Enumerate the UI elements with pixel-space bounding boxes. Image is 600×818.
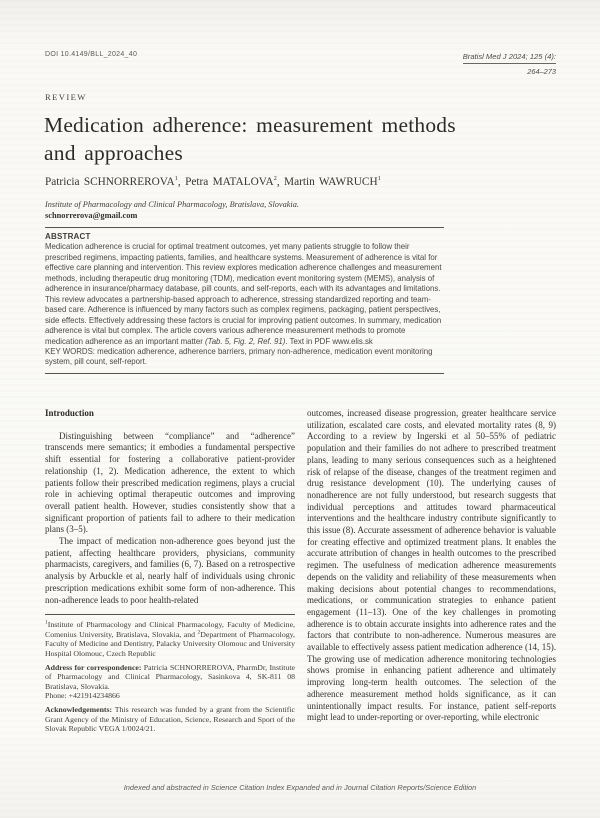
author-name: Petra MATALOVA: [185, 176, 274, 188]
correspondence-text: Patricia SCHNORREROVA, PharmDr, Institute of Pharmacology and Clinical Pharmacology, Sasinkova 4, SK-811 08 Bratislava, Slovakia.: [45, 662, 295, 691]
acknowledgements-label: Acknowledgements:: [45, 705, 113, 714]
journal-citation-block: [463, 46, 556, 76]
correspondence-footnote: [45, 663, 295, 692]
affiliations-footnote: [45, 620, 295, 658]
author-affiliation-mark: 2: [273, 175, 277, 183]
acknowledgements-footnote: [45, 705, 295, 734]
author-affiliation-mark: 1: [377, 175, 381, 183]
article-title: [44, 111, 456, 167]
abstract-paragraph-2: [45, 295, 444, 347]
footnotes-block: [45, 614, 295, 734]
abstract-p2-text: This review advocates a partnership-based approach to adherence, stressing standardized reporting and team-based care. Adherence is influenced by many factors such as complex regimens, packaging, patient perspectives, side effects. Effectively addressing these factors is crucial for improving patient outcomes. In summary, medication adherence is vital but complex. The article covers various adherence measurement methods to promote medication adherence as an important matter: [45, 294, 442, 346]
acknowledgements-text: This research was funded by a grant from the Scientific Grant Agency of the Ministry of Education, Science, Research and Sport of the Slovak Republic VEGA 1/0024/21.: [45, 705, 295, 734]
abstract-reference-note: (Tab. 5, Fig. 2, Ref. 91): [205, 336, 286, 346]
intro-heading: Introduction: [45, 408, 94, 418]
left-column: [45, 408, 295, 738]
author-affiliation-mark: 1: [174, 175, 178, 183]
indexing-footer: Indexed and abstracted in Science Citation Index Expanded and in Journal Citation Reports/Science Edition: [123, 783, 477, 792]
authors-line: [45, 176, 381, 188]
intro-paragraph-1: Distinguishing between “compliance” and “adherence” transcends mere semantics; it embodies a fundamental perspective shift essential for fostering a collaborative patient-provider relationship (1, 2). Medication adherence, the extent to which patients follow their prescribed medication regimens, plays a crucial role in achieving optimal therapeutic outcomes and improving overall patient health. However, studies consistently show that a significant proportion of patients fail to adhere to their medication plans (3–5).: [45, 430, 295, 535]
affiliation-line: Institute of Pharmacology and Clinical Pharmacology, Bratislava, Slovakia.: [45, 200, 299, 209]
author-separator: ,: [276, 176, 285, 188]
right-column-text: outcomes, increased disease progression, greater healthcare service utilization, escalated care costs, and elevated mortality rates (8, 9) According to a review by Ingerski et al 50–55% of pediatric population and their families do not adhere to prescribed treatment plans, leading to many serious consequences such as a heightened risk of relapse of the disease, changes of the treatment regimen and drug resistance development (10). The underlying causes of nonadherence are not fully understood, but research suggests that individual perceptions and attitudes toward pharmaceutical interventions and the healthcare industry contribute significantly to this issue (8). Accurate assessment of adherence behavior is valuable for creating effective and optimized treatment plans. It enables the accurate attribution of changes in health outcomes to the prescribed regimen. The usefulness of medication adherence measurements depends on the validity and reliability of these measurements when making decisions about potential changes to recommendations, medications, or communication strategies to enhance patient engagement (11–13). One of the key challenges in promoting adherence is to obtain accurate insights into adherence rates and the factors that contribute to non-adherence. Numerous measures are available to effectively assess patient medication adherence (14, 15). The growing use of medication adherence monitoring technologies shows promise in enhancing patient adherence and ultimately improving long-term health outcomes. The selection of the adherence measurement method holds significance, as it can unintentionally impact results. For instance, patient self-reports might lead to under-reporting or over-reporting, while electronic: [307, 408, 556, 723]
article-title-line-2: and approaches: [44, 141, 183, 165]
correspondence-label: Address for correspondence:: [45, 662, 142, 672]
author-name: Patricia SCHNORREROVA: [45, 176, 175, 188]
footnote-mark-2: 2: [197, 629, 201, 636]
article-type-label: REVIEW: [45, 92, 87, 102]
author-name: Martin WAWRUCH: [284, 176, 378, 188]
abstract-section: [45, 227, 444, 374]
doi-label: DOI 10.4149/BLL_2024_40: [45, 51, 138, 58]
abstract-p2-tail: . Text in PDF www.elis.sk: [285, 336, 373, 346]
page-range: 264–273: [527, 67, 556, 76]
author-separator: ,: [177, 176, 186, 188]
affiliation-footnote-part-2: Department of Pharmacology, Faculty of Medicine and Dentistry, Palacky University Olomouc and University Hospital Olomouc, Czech Republic: [45, 629, 295, 659]
footnote-mark-1: 1: [45, 619, 48, 626]
right-column: [307, 408, 556, 724]
email-text: schnorrerova@gmail.com: [45, 211, 138, 220]
phone-line: Phone: +421914234866: [45, 691, 120, 701]
keywords-line: KEY WORDS: medication adherence, adherence barriers, primary non-adherence, medication event monitoring system, pill count, self-report.: [45, 346, 433, 367]
article-title-line-1: Medication adherence: measurement methods: [44, 113, 456, 137]
abstract-heading: ABSTRACT: [45, 232, 91, 241]
intro-paragraph-2: The impact of medication non-adherence goes beyond just the patient, affecting healthcare providers, physicians, community pharmacists, caregivers, and families (6, 7). Based on a retrospective analysis by Arbuckle et al, nearly half of individuals using chronic prescription medications exhibit some form of non-adherence. This non-adherence leads to poor health-related: [45, 536, 295, 605]
affiliation-footnote-part-1: Institute of Pharmacology and Clinical Pharmacology, Faculty of Medicine, Comenius University, Bratislava, Slovakia, and: [45, 620, 295, 639]
abstract-paragraph-1: Medication adherence is crucial for optimal treatment outcomes, yet many patients struggle to follow their prescribed regimens, impacting patients, families, and healthcare systems. Measurement of adherence is vital for effective care planning and intervention. This review explores medication adherence challenges and measurement methods, including therapeutic drug monitoring (TDM), medication event monitoring system (MEMS), analysis of adherence in insurance/pharmacy database, pill counts, and self-reports, each with its advantages and limitations.: [45, 242, 442, 294]
journal-citation: Bratisl Med J 2024; 125 (4):: [463, 52, 556, 64]
